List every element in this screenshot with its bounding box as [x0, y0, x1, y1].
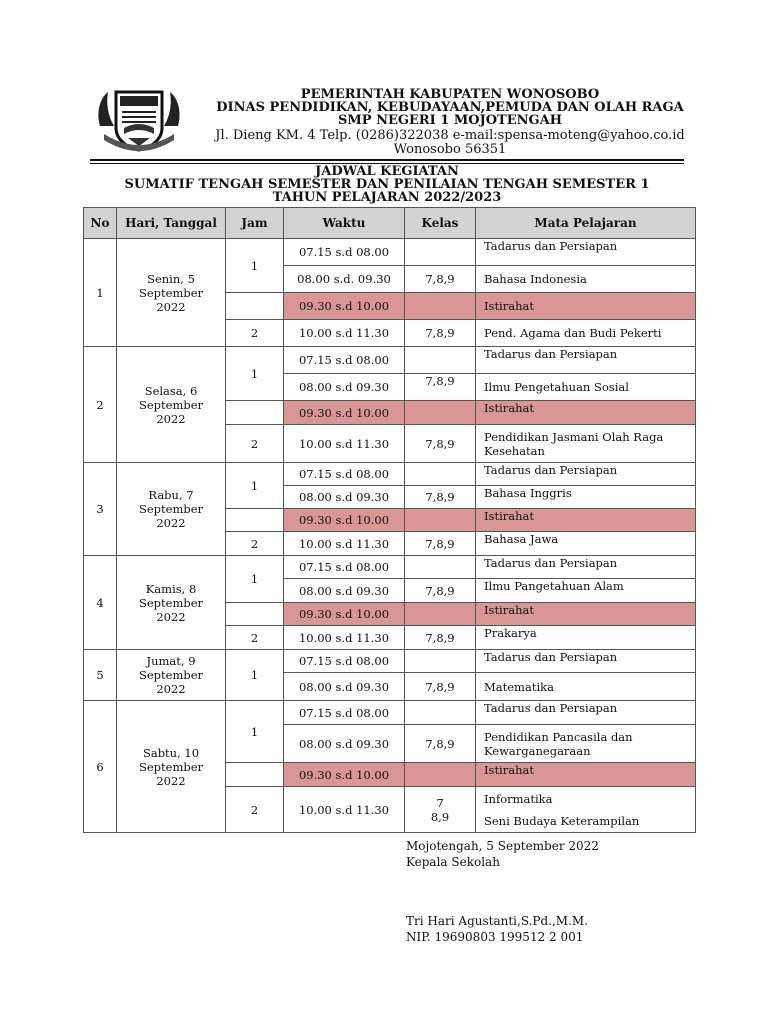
time-cell: 07.15 s.d 08.00 — [284, 239, 405, 266]
class-cell: 7,8,9 — [405, 579, 476, 603]
time-cell: 08.00 s.d. 09.30 — [284, 266, 405, 293]
header-session: Jam — [226, 208, 284, 239]
table-row — [84, 556, 696, 579]
session-blank — [226, 293, 284, 320]
class-cell: 7,8,9 — [405, 673, 476, 701]
header-time: Waktu — [284, 208, 405, 239]
class-cell — [405, 763, 476, 787]
time-cell: 10.00 s.d 11.30 — [284, 320, 405, 347]
letterhead-rule-thick — [90, 159, 684, 161]
subject-cell: Ilmu Pengetahuan Sosial — [476, 374, 696, 401]
class-cell: 7,8,9 — [405, 374, 476, 401]
day-number: 2 — [84, 347, 117, 463]
time-cell: 09.30 s.d 10.00 — [284, 293, 405, 320]
signature-place-date: Mojotengah, 5 September 2022 — [406, 839, 599, 853]
signature-role: Kepala Sekolah — [406, 855, 500, 869]
day-date: Rabu, 7 September 2022 — [117, 463, 226, 556]
class-cell — [405, 401, 476, 425]
subject-cell: Ilmu Pangetahuan Alam — [476, 579, 696, 603]
time-cell: 07.15 s.d 08.00 — [284, 463, 405, 486]
letterhead-government: PEMERINTAH KABUPATEN WONOSOBO — [300, 87, 600, 102]
time-cell: 09.30 s.d 10.00 — [284, 603, 405, 626]
class-cell: 7,8,9 — [405, 425, 476, 463]
subject-cell: Prakarya — [476, 626, 696, 650]
class-cell — [405, 293, 476, 320]
session-number: 1 — [226, 650, 284, 701]
time-cell: 08.00 s.d 09.30 — [284, 579, 405, 603]
day-number: 1 — [84, 239, 117, 347]
session-blank — [226, 763, 284, 787]
session-number: 2 — [226, 532, 284, 556]
signature-name: Tri Hari Agustanti,S.Pd.,M.M. — [406, 914, 589, 928]
title-line-1: JADWAL KEGIATAN — [315, 164, 459, 179]
subject-cell: Tadarus dan Persiapan — [476, 650, 696, 673]
class-cell: 7,8,9 — [405, 486, 476, 509]
time-cell: 10.00 s.d 11.30 — [284, 425, 405, 463]
subject-cell: Istirahat — [476, 509, 696, 532]
class-cell: 7 8,9 — [405, 787, 476, 833]
subject-cell: Informatika Seni Budaya Keterampilan — [476, 787, 696, 833]
session-blank — [226, 603, 284, 626]
title-line-3: TAHUN PELAJARAN 2022/2023 — [272, 190, 502, 205]
day-number: 4 — [84, 556, 117, 650]
title-line-2: SUMATIF TENGAH SEMESTER DAN PENILAIAN TENGAH SEMESTER 1 — [124, 177, 650, 192]
subject-cell: Istirahat — [476, 401, 696, 425]
letterhead-school: SMP NEGERI 1 MOJOTENGAH — [338, 113, 562, 128]
time-cell: 07.15 s.d 08.00 — [284, 347, 405, 374]
class-cell — [405, 701, 476, 725]
time-cell: 08.00 s.d 09.30 — [284, 673, 405, 701]
letterhead-city: Wonosobo 56351 — [393, 142, 507, 157]
class-cell: 7,8,9 — [405, 320, 476, 347]
table-row — [84, 463, 696, 486]
session-number: 2 — [226, 787, 284, 833]
table-row — [84, 239, 696, 266]
subject-cell: Bahasa Jawa — [476, 532, 696, 556]
class-cell: 7,8,9 — [405, 626, 476, 650]
letterhead-department: DINAS PENDIDIKAN, KEBUDAYAAN,PEMUDA DAN OLAH RAGA — [216, 100, 684, 115]
subject-cell: Tadarus dan Persiapan — [476, 463, 696, 486]
subject-cell: Pend. Agama dan Budi Pekerti — [476, 320, 696, 347]
day-date: Senin, 5 September 2022 — [117, 239, 226, 347]
subject-cell: Pendidikan Pancasila dan Kewarganegaraan — [476, 725, 696, 763]
session-number: 1 — [226, 347, 284, 401]
session-blank — [226, 401, 284, 425]
time-cell: 10.00 s.d 11.30 — [284, 787, 405, 833]
time-cell: 08.00 s.d 09.30 — [284, 374, 405, 401]
day-date: Kamis, 8 September 2022 — [117, 556, 226, 650]
day-date: Selasa, 6 September 2022 — [117, 347, 226, 463]
class-cell: 7,8,9 — [405, 532, 476, 556]
regency-emblem — [94, 84, 184, 154]
time-cell: 09.30 s.d 10.00 — [284, 763, 405, 787]
day-number: 3 — [84, 463, 117, 556]
session-number: 1 — [226, 239, 284, 293]
document-title — [90, 165, 684, 204]
class-cell — [405, 347, 476, 374]
header-day-date: Hari, Tanggal — [117, 208, 226, 239]
table-row — [84, 347, 696, 374]
day-date: Jumat, 9 September 2022 — [117, 650, 226, 701]
time-cell: 09.30 s.d 10.00 — [284, 509, 405, 532]
class-cell — [405, 463, 476, 486]
day-number: 5 — [84, 650, 117, 701]
subject-cell: Tadarus dan Persiapan — [476, 701, 696, 725]
letterhead-address: Jl. Dieng KM. 4 Telp. (0286)322038 e-mail:spensa-moteng@yahoo.co.id — [215, 128, 685, 143]
table-row — [84, 701, 696, 725]
subject-cell: Pendidikan Jasmani Olah Raga Kesehatan — [476, 425, 696, 463]
time-cell: 07.15 s.d 08.00 — [284, 650, 405, 673]
class-cell — [405, 509, 476, 532]
session-blank — [226, 509, 284, 532]
table-header-row — [84, 208, 696, 239]
subject-cell: Istirahat — [476, 603, 696, 626]
class-cell — [405, 603, 476, 626]
header-class: Kelas — [405, 208, 476, 239]
time-cell: 09.30 s.d 10.00 — [284, 401, 405, 425]
session-number: 2 — [226, 425, 284, 463]
subject-cell: Tadarus dan Persiapan — [476, 347, 696, 374]
class-cell: 7,8,9 — [405, 725, 476, 763]
session-number: 1 — [226, 556, 284, 603]
time-cell: 08.00 s.d 09.30 — [284, 486, 405, 509]
subject-cell: Tadarus dan Persiapan — [476, 556, 696, 579]
class-cell — [405, 556, 476, 579]
time-cell: 08.00 s.d 09.30 — [284, 725, 405, 763]
subject-cell: Istirahat — [476, 293, 696, 320]
class-cell: 7,8,9 — [405, 266, 476, 293]
time-cell: 07.15 s.d 08.00 — [284, 556, 405, 579]
header-no: No — [84, 208, 117, 239]
session-number: 2 — [226, 626, 284, 650]
subject-cell: Matematika — [476, 673, 696, 701]
schedule-table — [83, 207, 695, 833]
time-cell: 10.00 s.d 11.30 — [284, 626, 405, 650]
day-number: 6 — [84, 701, 117, 833]
time-cell: 07.15 s.d 08.00 — [284, 701, 405, 725]
table-row — [84, 650, 696, 673]
class-cell — [405, 650, 476, 673]
session-number: 1 — [226, 701, 284, 763]
session-number: 1 — [226, 463, 284, 509]
time-cell: 10.00 s.d 11.30 — [284, 532, 405, 556]
subject-cell: Bahasa Indonesia — [476, 266, 696, 293]
day-date: Sabtu, 10 September 2022 — [117, 701, 226, 833]
header-subject: Mata Pelajaran — [476, 208, 696, 239]
subject-cell: Tadarus dan Persiapan — [476, 239, 696, 266]
signature-nip: NIP. 19690803 199512 2 001 — [406, 930, 584, 944]
session-number: 2 — [226, 320, 284, 347]
subject-cell: Istirahat — [476, 763, 696, 787]
class-cell — [405, 239, 476, 266]
subject-cell: Bahasa Inggris — [476, 486, 696, 509]
